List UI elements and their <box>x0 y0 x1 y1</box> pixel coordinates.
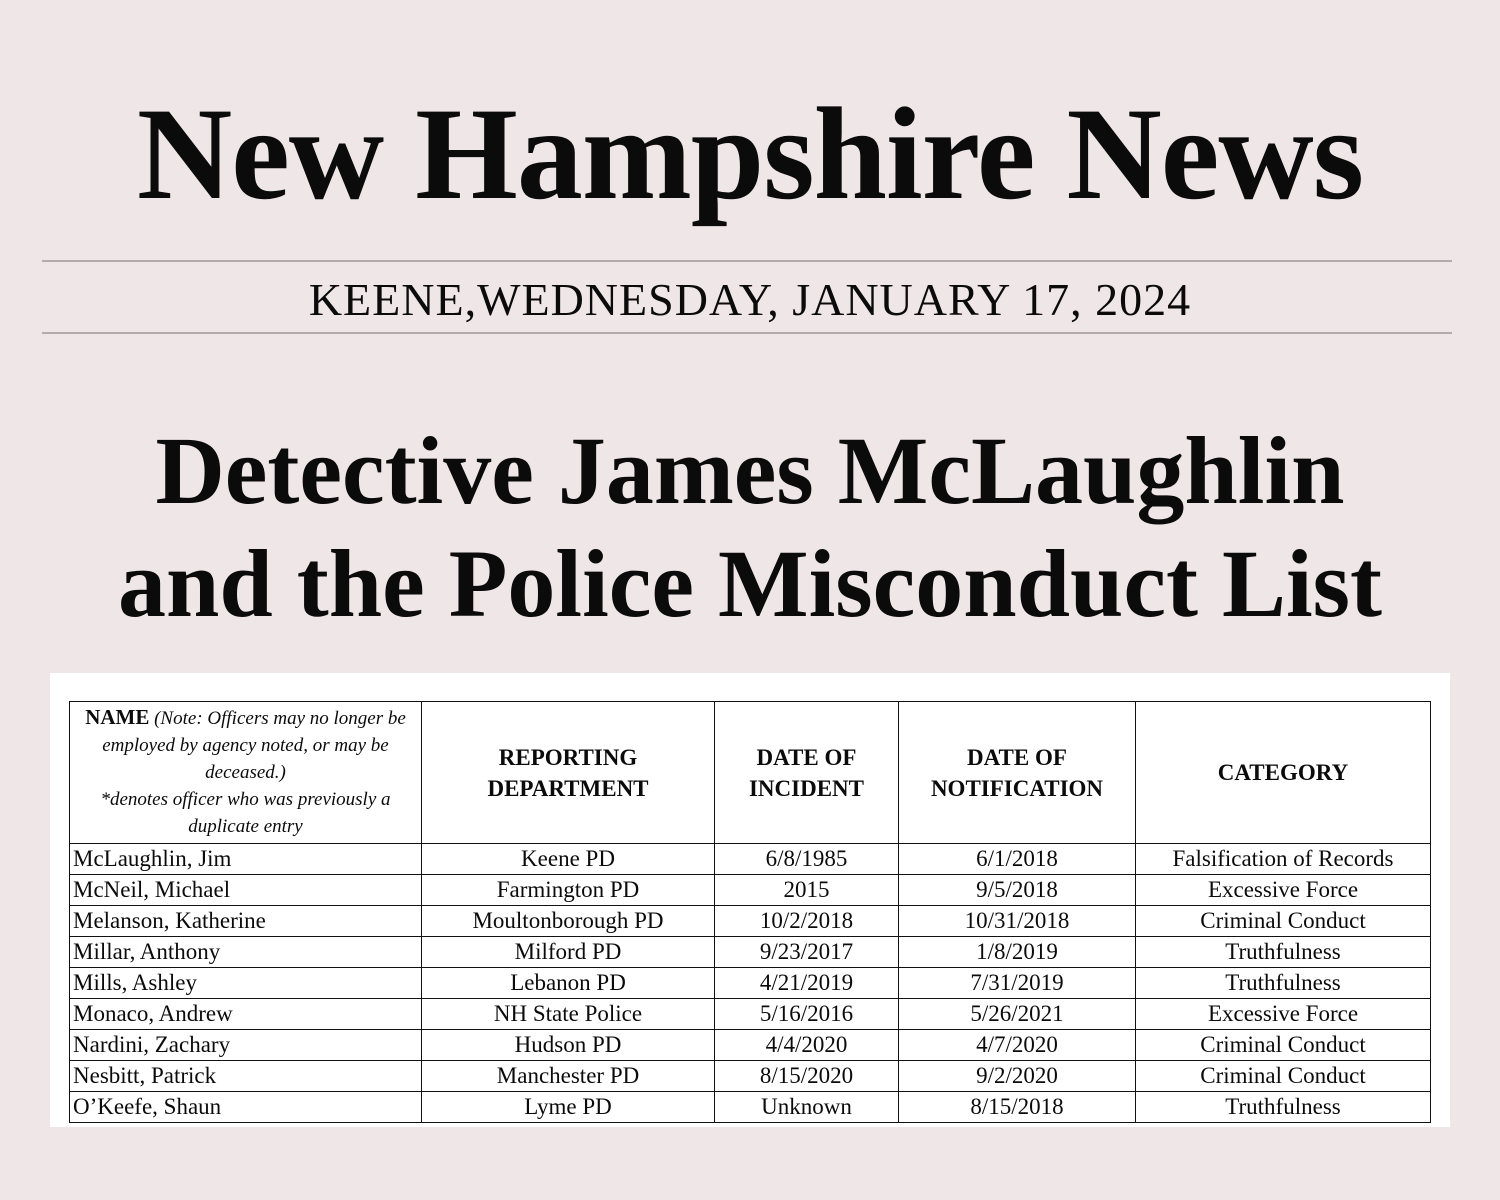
header-name-label: NAME <box>85 705 150 729</box>
masthead-title: New Hampshire News <box>136 80 1364 227</box>
cell-category: Excessive Force <box>1136 875 1431 906</box>
cell-notification-date: 1/8/2019 <box>899 937 1136 968</box>
cell-category: Criminal Conduct <box>1136 906 1431 937</box>
header-reporting-department <box>422 702 715 844</box>
article-headline <box>0 414 1500 640</box>
cell-category: Excessive Force <box>1136 999 1431 1030</box>
table-header-row <box>70 702 1431 844</box>
cell-department: Farmington PD <box>422 875 715 906</box>
cell-name: Mills, Ashley <box>70 968 422 999</box>
cell-name: Monaco, Andrew <box>70 999 422 1030</box>
cell-category: Truthfulness <box>1136 968 1431 999</box>
cell-incident-date: 5/16/2016 <box>715 999 899 1030</box>
table-row <box>70 906 1431 937</box>
table-row <box>70 1030 1431 1061</box>
header-date-of-notification <box>899 702 1136 844</box>
misconduct-list-document <box>50 673 1450 1127</box>
cell-incident-date: 6/8/1985 <box>715 844 899 875</box>
cell-category: Criminal Conduct <box>1136 1061 1431 1092</box>
cell-name: McNeil, Michael <box>70 875 422 906</box>
cell-incident-date: 9/23/2017 <box>715 937 899 968</box>
cell-department: Manchester PD <box>422 1061 715 1092</box>
header-name-asterisk-note: *denotes officer who was previously a duplicate entry <box>100 789 391 837</box>
cell-category: Truthfulness <box>1136 937 1431 968</box>
header-name-note: (Note: Officers may no longer be employed by agency noted, or may be deceased.) <box>102 708 406 783</box>
cell-incident-date: 2015 <box>715 875 899 906</box>
table-row <box>70 844 1431 875</box>
cell-category: Falsification of Records <box>1136 844 1431 875</box>
header-date-of-incident <box>715 702 899 844</box>
header-category: CATEGORY <box>1136 702 1431 844</box>
cell-name: Millar, Anthony <box>70 937 422 968</box>
cell-notification-date: 5/26/2021 <box>899 999 1136 1030</box>
cell-notification-date: 7/31/2019 <box>899 968 1136 999</box>
cell-department: Keene PD <box>422 844 715 875</box>
table-row <box>70 937 1431 968</box>
masthead-bottom-rule <box>42 332 1452 334</box>
cell-notification-date: 8/15/2018 <box>899 1092 1136 1123</box>
header-notif-line-1: DATE OF <box>967 744 1067 770</box>
cell-notification-date: 9/2/2020 <box>899 1061 1136 1092</box>
dateline: KEENE,WEDNESDAY, JANUARY 17, 2024 <box>308 274 1192 325</box>
cell-incident-date: 10/2/2018 <box>715 906 899 937</box>
header-dept-line-2: DEPARTMENT <box>487 775 649 801</box>
cell-incident-date: 4/21/2019 <box>715 968 899 999</box>
cell-department: Lyme PD <box>422 1092 715 1123</box>
cell-name: Nardini, Zachary <box>70 1030 422 1061</box>
table-row <box>70 999 1431 1030</box>
header-incident-line-1: DATE OF <box>756 744 857 770</box>
cell-name: Nesbitt, Patrick <box>70 1061 422 1092</box>
cell-notification-date: 6/1/2018 <box>899 844 1136 875</box>
table-row <box>70 1092 1431 1123</box>
cell-department: NH State Police <box>422 999 715 1030</box>
cell-department: Moultonborough PD <box>422 906 715 937</box>
misconduct-table <box>69 701 1431 1123</box>
cell-name: Melanson, Katherine <box>70 906 422 937</box>
cell-incident-date: 8/15/2020 <box>715 1061 899 1092</box>
cell-department: Milford PD <box>422 937 715 968</box>
header-incident-line-2: INCIDENT <box>748 775 865 801</box>
headline-line-2: and the Police Misconduct List <box>118 530 1382 637</box>
cell-notification-date: 9/5/2018 <box>899 875 1136 906</box>
header-name <box>70 702 422 844</box>
cell-incident-date: 4/4/2020 <box>715 1030 899 1061</box>
cell-incident-date: Unknown <box>715 1092 899 1123</box>
cell-name: O’Keefe, Shaun <box>70 1092 422 1123</box>
masthead-top-rule <box>42 260 1452 262</box>
cell-name: McLaughlin, Jim <box>70 844 422 875</box>
table-row <box>70 875 1431 906</box>
cell-department: Hudson PD <box>422 1030 715 1061</box>
cell-notification-date: 10/31/2018 <box>899 906 1136 937</box>
table-row <box>70 1061 1431 1092</box>
headline-line-1: Detective James McLaughlin <box>155 417 1345 524</box>
header-notif-line-2: NOTIFICATION <box>930 775 1104 801</box>
cell-notification-date: 4/7/2020 <box>899 1030 1136 1061</box>
cell-department: Lebanon PD <box>422 968 715 999</box>
cell-category: Criminal Conduct <box>1136 1030 1431 1061</box>
table-row <box>70 968 1431 999</box>
header-dept-line-1: REPORTING <box>498 744 638 770</box>
cell-category: Truthfulness <box>1136 1092 1431 1123</box>
